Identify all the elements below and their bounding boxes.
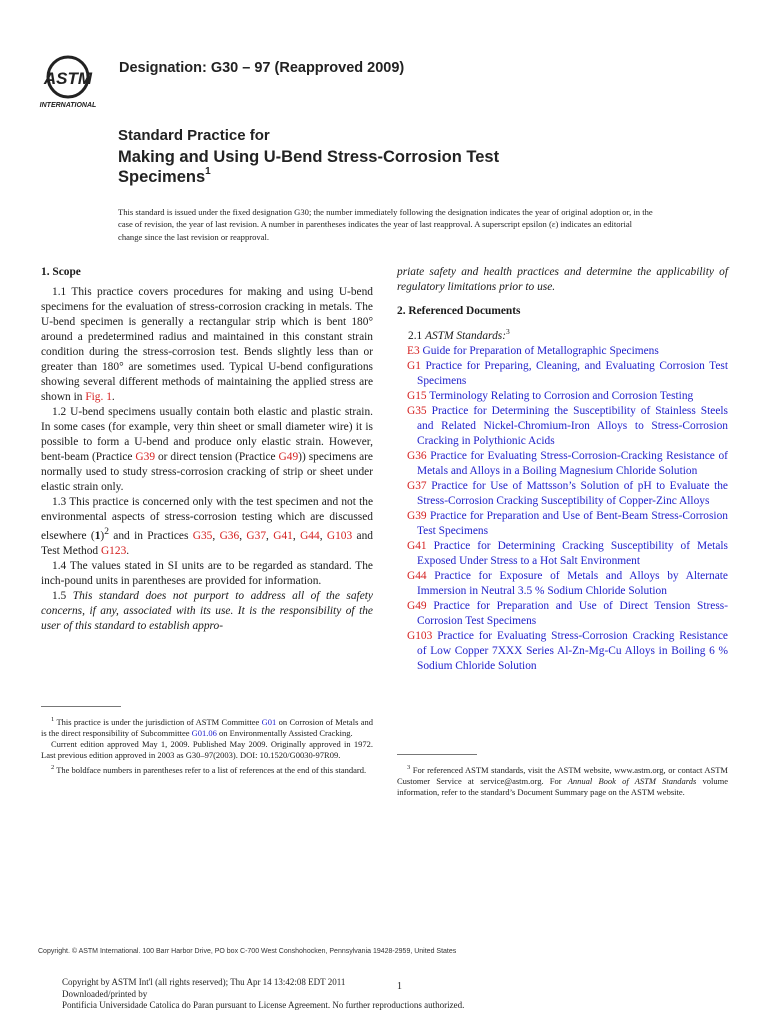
reference-code-link[interactable]: G44	[407, 569, 427, 582]
footnote-1: $^1$ This practice is under the jurisdiction of ASTM Committee G01 on Corrosion of Metals and is the direct responsibility of Subcommittee G01.06 on Environmentally Assisted Cracking.	[41, 716, 373, 739]
reference-item	[397, 404, 728, 449]
reference-code-link[interactable]: G103	[407, 629, 433, 642]
reference-code-link[interactable]: G1	[407, 359, 421, 372]
download-notice-line-3: Pontificia Universidade Catolica do Paran pursuant to License Agreement. No further reproductions authorized.	[62, 1000, 465, 1010]
g36-link[interactable]: G36	[219, 529, 240, 542]
reference-title-link[interactable]: Practice for Determining the Susceptibility of Stainless Steels and Related Nickel-Chromium-Iron Alloys to Stress-Corrosion Cracking in Polythionic Acids	[417, 404, 728, 447]
footnote-2-mark[interactable]: 2	[104, 527, 109, 537]
download-notice	[62, 977, 482, 1012]
referenced-standards-list	[397, 344, 728, 674]
designation: Designation: G30 – 97 (Reapproved 2009)	[119, 60, 405, 76]
referenced-documents-heading: 2. Referenced Documents	[397, 305, 521, 317]
title-footnote-mark[interactable]: 1	[205, 166, 211, 177]
logo-subtext: INTERNATIONAL	[39, 102, 97, 109]
reference-1[interactable]: 1	[94, 529, 101, 542]
reference-title-link[interactable]: Practice for Preparation and Use of Direct Tension Stress-Corrosion Test Specimens	[417, 599, 728, 627]
reference-code-link[interactable]: G39	[407, 509, 427, 522]
page-number: 1	[397, 981, 402, 992]
reference-title-link[interactable]: Practice for Evaluating Stress-Corrosion Cracking Resistance of Low Copper 7XXX Series Al-Zn-Mg-Cu Alloys in Boiling 6 % Sodium Chloride Solution	[417, 629, 728, 672]
copyright-line: Copyright. © ASTM International. 100 Barr Harbor Drive, PO box C-700 West Conshohocken, Pennsylvania 19428-2959, United States	[38, 948, 457, 955]
footnote-rule-left	[41, 706, 121, 707]
footnotes-right	[397, 762, 728, 798]
g39-link[interactable]: G39	[135, 451, 156, 463]
g37-link[interactable]: G37	[246, 529, 267, 542]
g123-link[interactable]: G123	[100, 544, 127, 557]
scope-1-2: 1.2 U-bend specimens usually contain both elastic and plastic strain. In some cases (for example, very thin sheet or small diameter wire) it is possible to form a U-bend and produce only elastic strain. However, bent-beam (Practice G39 or direct tension (Practice G49)) specimens are normally used to study stress-corrosion cracking of strip or sheet under elastic strain only.	[41, 406, 373, 493]
reference-title-link[interactable]: Practice for Preparation and Use of Bent-Beam Stress-Corrosion Test Specimens	[417, 509, 728, 537]
reference-item	[397, 539, 728, 569]
title-line-2-text: Specimens	[118, 168, 206, 186]
reference-item	[397, 449, 728, 479]
g49-link[interactable]: G49	[278, 451, 299, 463]
astm-standards-subheading: 2.1 ASTM Standards:$^3$	[408, 327, 510, 342]
reference-item	[397, 359, 728, 389]
g103-link[interactable]: G103	[326, 529, 353, 542]
reference-item	[397, 389, 728, 404]
reference-code-link[interactable]: G41	[407, 539, 427, 552]
document-title	[118, 147, 638, 187]
scope-1-5-continued: priate safety and health practices and determine the applicability of regulatory limitations prior to use.	[397, 266, 728, 293]
scope-1-5: 1.5 This standard does not purport to address all of the safety concerns, if any, associated with its use. It is the responsibility of the user of this standard to establish appro-	[41, 589, 373, 632]
reference-title-link[interactable]: Practice for Preparing, Cleaning, and Evaluating Corrosion Test Specimens	[417, 359, 728, 387]
reference-title-link[interactable]: Practice for Evaluating Stress-Corrosion-Cracking Resistance of Metals and Alloys in a Boiling Magnesium Chloride Solution	[417, 449, 728, 477]
footnote-2: $^2$ The boldface numbers in parentheses refer to a list of references at the end of this standard.	[51, 763, 367, 775]
reference-code-link[interactable]: G36	[407, 449, 427, 462]
reference-item	[397, 344, 728, 359]
left-column	[41, 265, 373, 634]
reference-title-link[interactable]: Practice for Use of Mattsson’s Solution of pH to Evaluate the Stress-Corrosion Cracking Susceptibility of Copper-Zinc Alloys	[417, 479, 728, 507]
footnote-3-mark[interactable]: 3	[506, 327, 510, 336]
scope-1-1: 1.1 This practice covers procedures for making and using U-bend specimens for the evaluation of stress-corrosion cracking in metals. The U-bend specimen is generally a rectangular strip which is bent 180° around a predetermined radius and maintained in this constant strain condition during the stress-corrosion test. Bends slightly less than or greater than 180° are sometimes used. Typical U-bend configurations showing several different methods of maintaining the applied stress are shown in Fig. 1.	[41, 286, 373, 403]
footnote-rule-right	[397, 754, 477, 755]
logo-text: ASTM	[43, 69, 93, 88]
title-line-2	[118, 167, 638, 187]
g01-06-link[interactable]: G01.06	[191, 728, 217, 739]
footnote-1-edition: Current edition approved May 1, 2009. Published May 2009. Originally approved in 1972. Last previous edition approved in 2003 as G30–97(2003). DOI: 10.1520/G0030-97R09.	[41, 739, 373, 761]
astm-logo	[38, 52, 116, 110]
reference-code-link[interactable]: E3	[407, 344, 420, 357]
reference-item	[397, 509, 728, 539]
reference-code-link[interactable]: G35	[407, 404, 427, 417]
issue-note: This standard is issued under the fixed designation G30; the number immediately following the designation indicates the year of original adoption or, in the case of revision, the year of last revision. A number in parentheses indicates the year of last reapproval. A superscript epsilon (ε) indicates an editorial change since the last revision or reapproval.	[118, 207, 653, 242]
g01-link[interactable]: G01	[261, 716, 277, 727]
scope-1-3: 1.3 This practice is concerned only with the test specimen and not the environmental aspects of stress-corrosion testing which are discussed elsewhere $(1)^2$ and in Practices G35, G36, G37, G41, G44, G103 and Test Method G123.	[41, 496, 373, 557]
scope-1-4: 1.4 The values stated in SI units are to be regarded as standard. The inch-pound units in parentheses are provided for information.	[41, 559, 373, 587]
reference-item	[397, 479, 728, 509]
reference-code-link[interactable]: G49	[407, 599, 427, 612]
fig-1-link[interactable]: Fig. 1	[85, 391, 112, 403]
reference-item	[397, 599, 728, 629]
footnote-3: $^3$ For referenced ASTM standards, visit the ASTM website, www.astm.org, or contact ASTM Customer Service at service@astm.org. For Annual Book of ASTM Standards volume information, refer to the standard’s Document Summary page on the ASTM website.	[397, 764, 728, 798]
right-column	[397, 265, 728, 674]
reference-title-link[interactable]: Guide for Preparation of Metallographic Specimens	[422, 344, 659, 357]
reference-title-link[interactable]: Terminology Relating to Corrosion and Corrosion Testing	[429, 389, 694, 402]
title-line-1: Making and Using U-Bend Stress-Corrosion Test	[118, 148, 500, 166]
reference-title-link[interactable]: Practice for Determining Cracking Susceptibility of Metals Exposed Under Stress to a Hot Salt Environment	[417, 539, 728, 567]
scope-heading: 1. Scope	[41, 266, 81, 278]
download-notice-line-2: Downloaded/printed by	[62, 988, 148, 999]
g41-link[interactable]: G41	[273, 529, 293, 542]
reference-code-link[interactable]: G15	[407, 389, 427, 402]
footnotes-left	[41, 714, 373, 776]
standard-type: Standard Practice for	[118, 127, 270, 144]
download-notice-line-1: Copyright by ASTM Int'l (all rights reserved); Thu Apr 14 13:42:08 EDT 2011	[62, 977, 346, 987]
reference-item	[397, 569, 728, 599]
reference-item	[397, 629, 728, 674]
g35-link[interactable]: G35	[192, 529, 213, 542]
reference-title-link[interactable]: Practice for Exposure of Metals and Alloys by Alternate Immersion in Neutral 3.5 % Sodium Chloride Solution	[417, 569, 728, 597]
g44-link[interactable]: G44	[300, 529, 320, 542]
reference-code-link[interactable]: G37	[407, 479, 427, 492]
